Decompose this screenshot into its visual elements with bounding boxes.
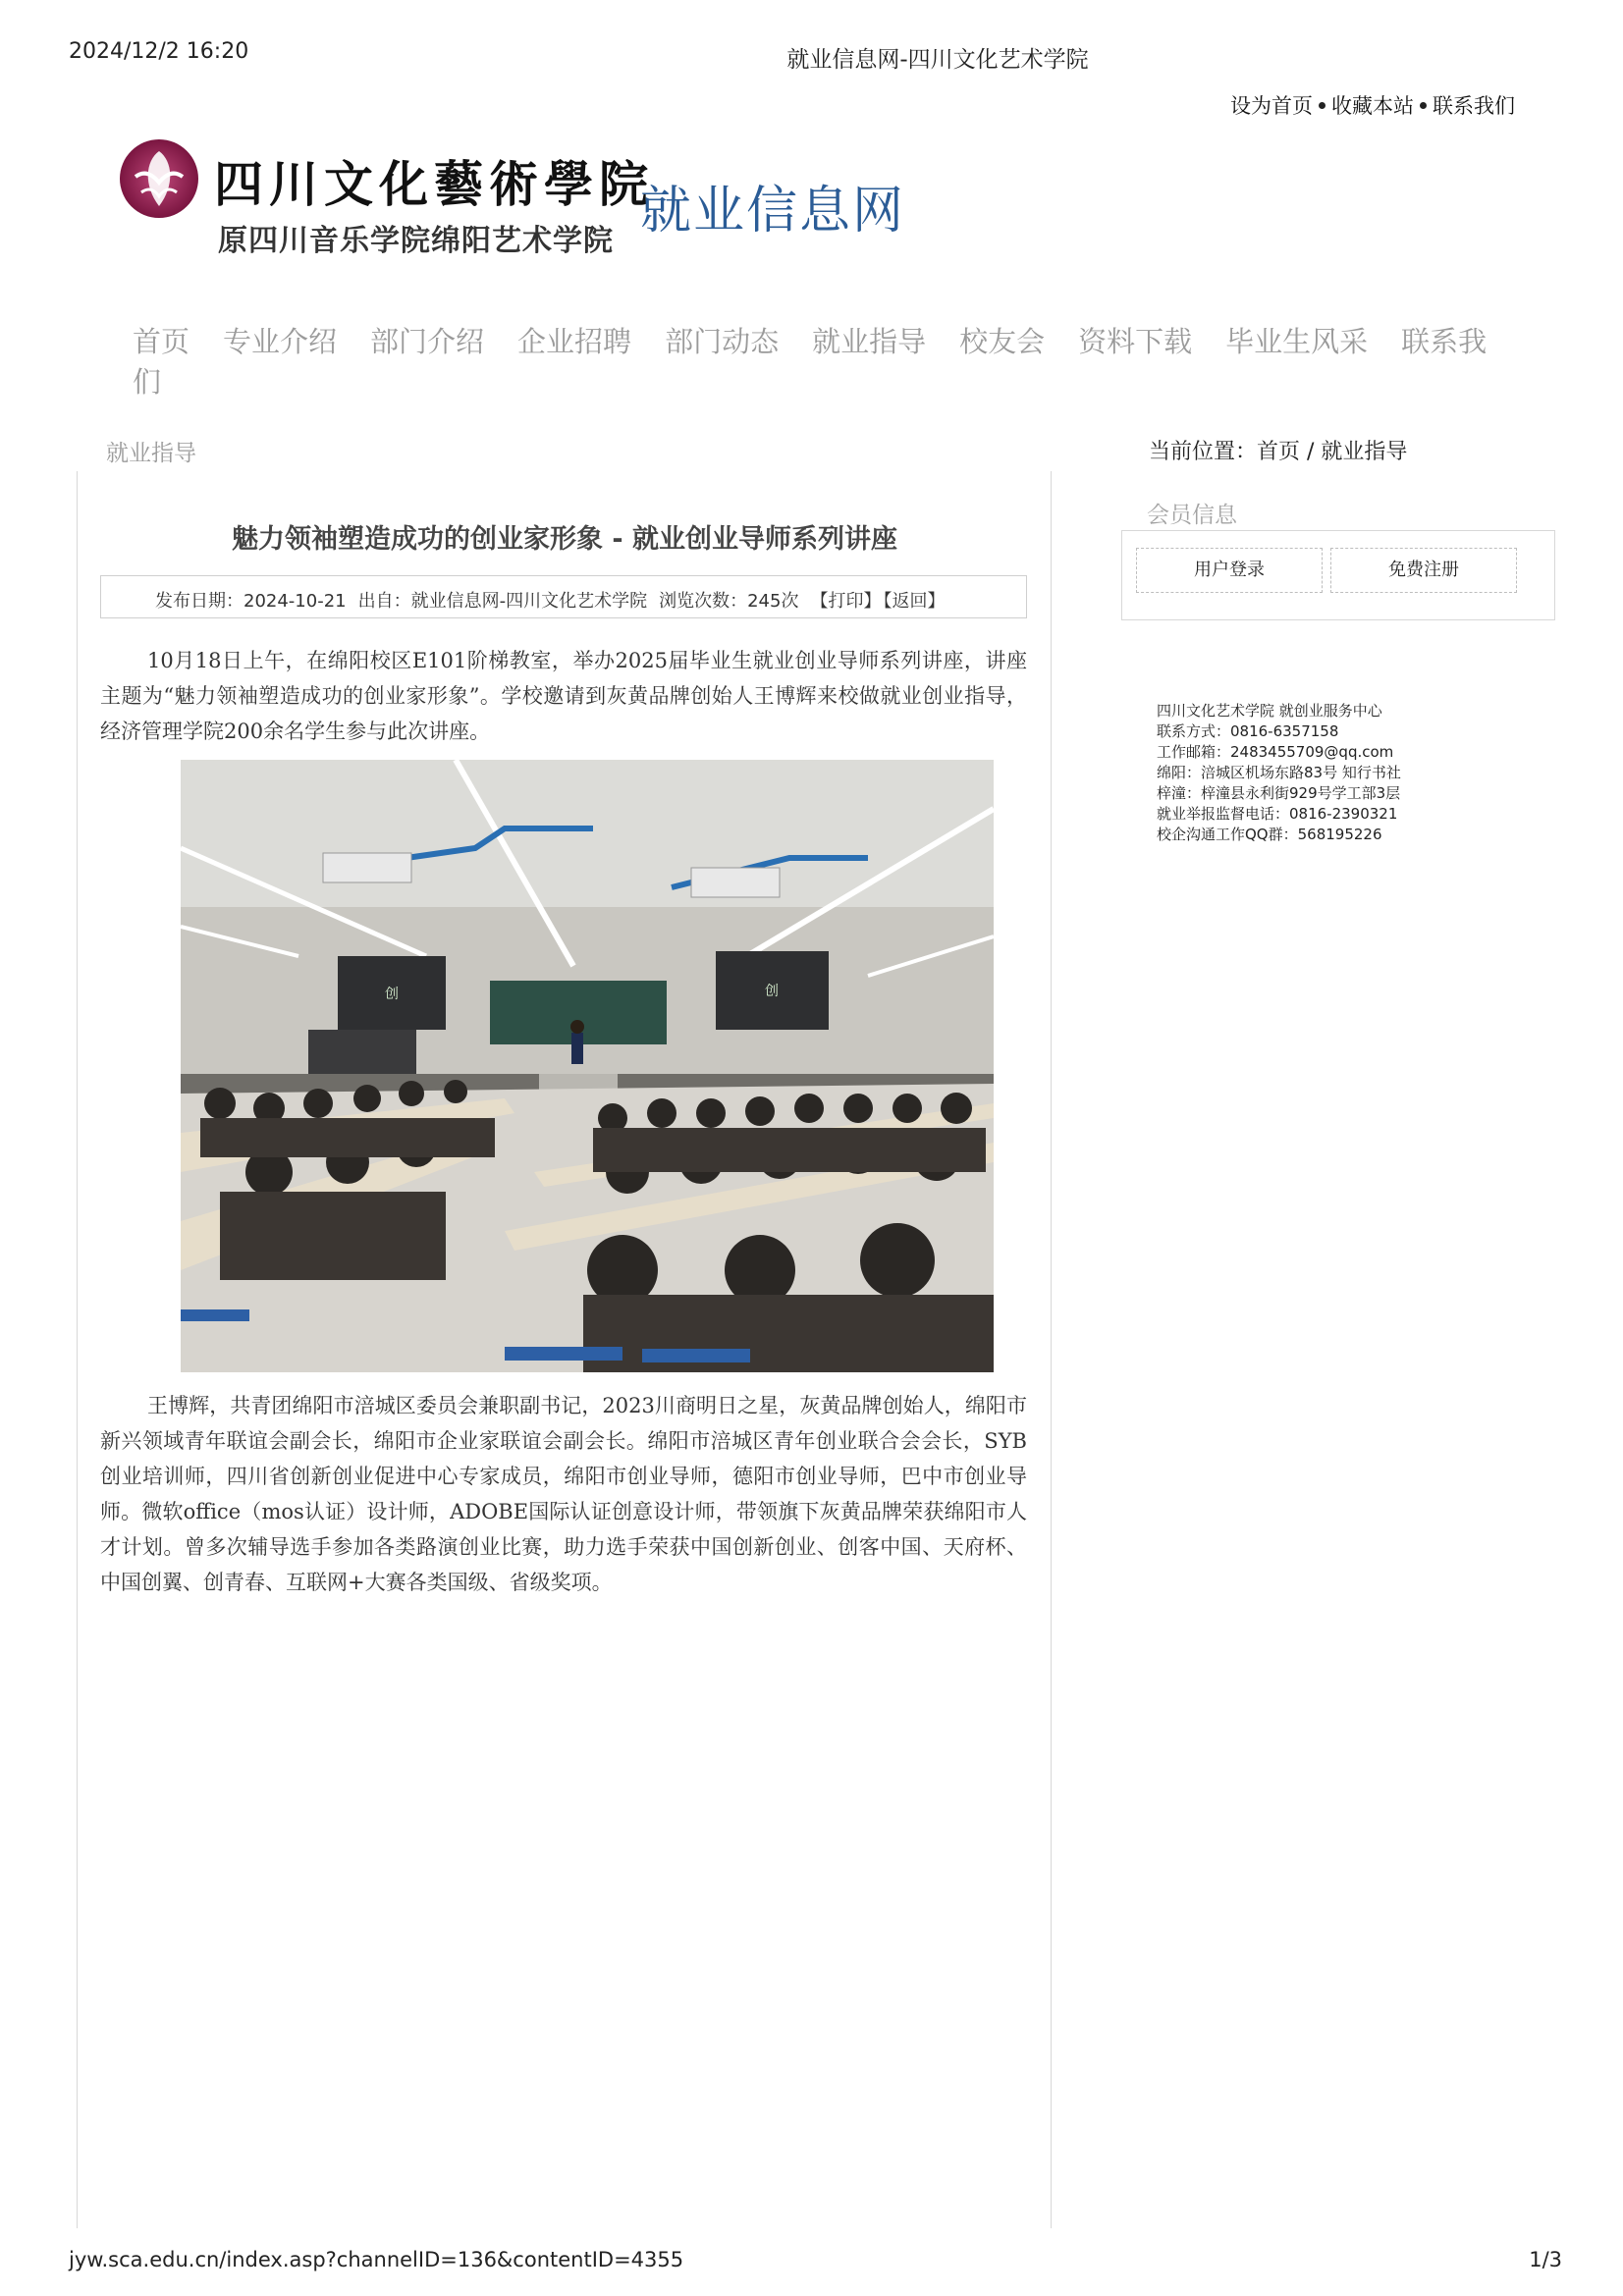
article-meta [155,587,956,613]
print-datetime: 2024/12/2 16:20 [69,39,249,64]
contact-info [1157,701,1401,845]
nav-item-guidance[interactable]: 就业指导 [812,325,927,358]
set-homepage-link[interactable]: 设为首页 [1230,94,1313,118]
bullet-icon [1319,102,1325,109]
content-right-border [1051,471,1052,2228]
contact-line: 联系方式：0816-6357158 [1157,722,1339,740]
contact-link[interactable]: 联系我们 [1433,94,1515,118]
bullet-icon [1420,102,1427,109]
register-button[interactable]: 免费注册 [1330,548,1517,593]
nav-item-downloads[interactable]: 资料下载 [1078,325,1193,358]
page-url: jyw.sca.edu.cn/index.asp?channelID=136&contentID=4355 [69,2248,684,2271]
article-paragraph: 10月18日上午，在绵阳校区E101阶梯教室，举办2025届毕业生就业创业导师系列讲座，讲座主题为“魅力领袖塑造成功的创业家形象”。学校邀请到灰黄品牌创始人王博辉来校做就业创业指导，经济管理学院200余名学生参与此次讲座。 [100,649,1027,743]
page-number: 1/3 [1529,2248,1562,2271]
nav-item-alumni[interactable]: 校友会 [959,325,1046,358]
school-logo-icon[interactable] [116,132,204,230]
contact-line: 校企沟通工作QQ群：568195226 [1157,826,1382,843]
member-info-title: 会员信息 [1147,503,1237,528]
nav-item-contact[interactable]: 联系我们 [133,325,1488,399]
contact-line: 工作邮箱：2483455709@qq.com [1157,743,1394,761]
view-count: 浏览次数：245次 [659,591,799,612]
article-paragraph: 王博辉，共青团绵阳市涪城区委员会兼职副书记，2023川商明日之星，灰黄品牌创始人，绵阳市新兴领域青年联谊会副会长，绵阳市企业家联谊会副会长。绵阳市涪城区青年创业联合会会长，SYB创业培训师，四川省创新创业促进中心专家成员，绵阳市创业导师，德阳市创业导师，巴中市创业导师。微软office（mos认证）设计师，ADOBE国际认证创意设计师，带领旗下灰黄品牌荣获绵阳市人才计划。曾多次辅导选手参加各类路演创业比赛，助力选手荣获中国创新创业、创客中国、天府杯、中国创翼、创青春、互联网+大赛各类国级、省级奖项。 [100,1394,1027,1594]
lecture-photo [181,760,994,1372]
content-left-border [77,471,78,2228]
top-links [1230,90,1515,120]
article-source: 出自：就业信息网-四川文化艺术学院 [357,591,648,612]
contact-line: 绵阳：涪城区机场东路83号 知行书社 [1157,764,1401,781]
article-title: 魅力领袖塑造成功的创业家形象 - 就业创业导师系列讲座 [231,524,897,555]
contact-line: 梓潼：梓潼县永利街929号学工部3层 [1157,784,1401,802]
svg-text:创: 创 [385,986,399,1001]
site-name[interactable]: 就业信息网 [640,182,906,240]
nav-item-graduates[interactable]: 毕业生风采 [1225,325,1369,358]
login-button[interactable]: 用户登录 [1136,548,1323,593]
school-name: 四川文化藝術學院 [214,155,654,213]
nav-item-recruitment[interactable]: 企业招聘 [517,325,632,358]
back-button[interactable]: 【返回】 [883,591,946,612]
nav-item-home[interactable]: 首页 [133,325,190,358]
print-button[interactable]: 【打印】 [810,591,882,612]
breadcrumb: 当前位置：首页 / 就业指导 [1149,440,1408,464]
nav-item-news[interactable]: 部门动态 [665,325,780,358]
print-page-title: 就业信息网-四川文化艺术学院 [786,47,1089,73]
svg-text:创: 创 [765,983,779,998]
nav-item-majors[interactable]: 专业介绍 [223,325,338,358]
bookmark-link[interactable]: 收藏本站 [1331,94,1414,118]
section-title: 就业指导 [106,441,196,466]
contact-line: 四川文化艺术学院 就创业服务中心 [1157,702,1382,720]
publish-date: 发布日期：2024-10-21 [155,591,347,612]
school-former-name: 原四川音乐学院绵阳艺术学院 [218,224,614,258]
nav-item-departments[interactable]: 部门介绍 [370,325,485,358]
contact-line: 就业举报监督电话：0816-2390321 [1157,805,1398,823]
main-nav [133,320,1507,400]
